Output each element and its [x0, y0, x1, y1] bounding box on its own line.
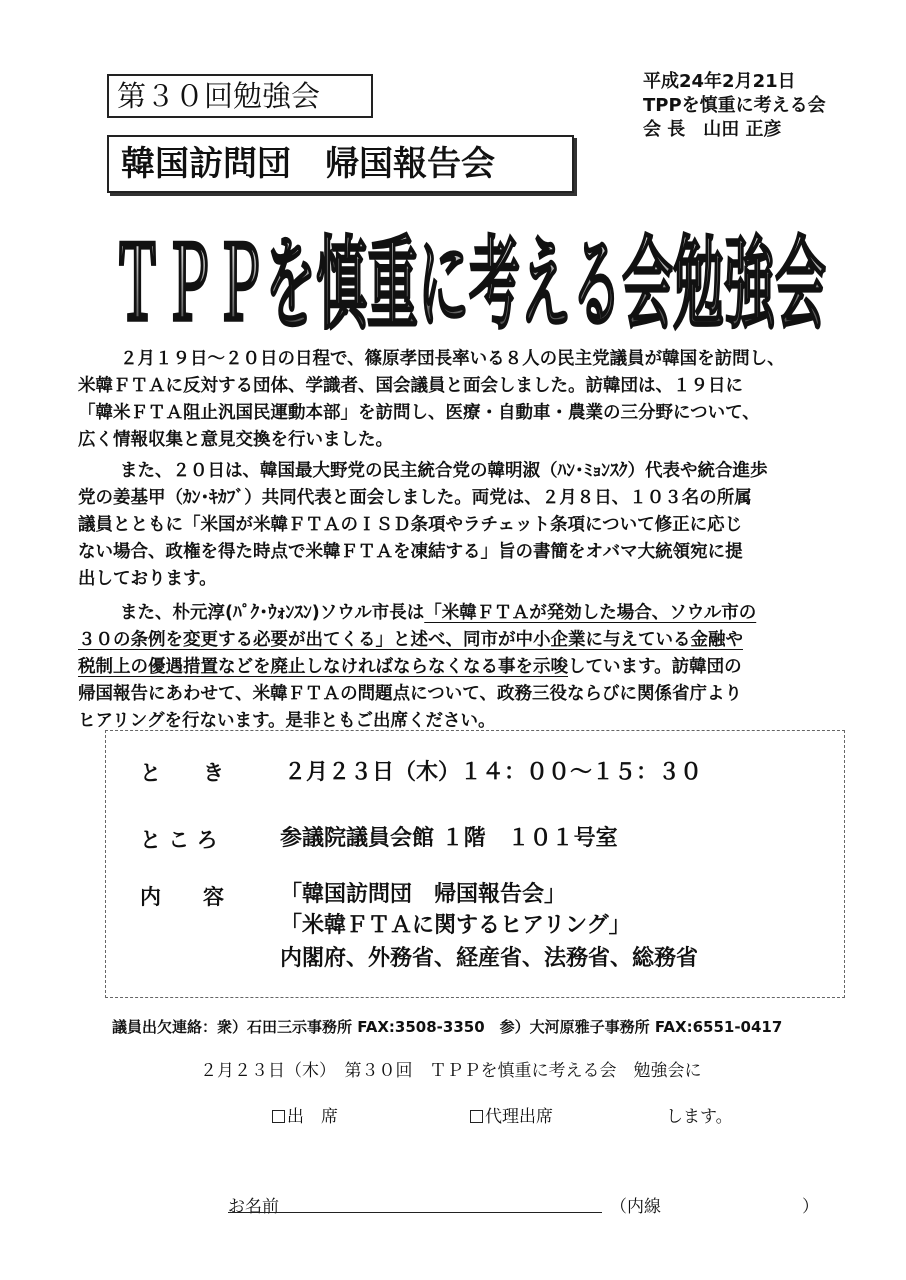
big-title-text: ＴＰＰを慎重に考える会勉強会	[112, 226, 826, 340]
p2-line-5: 出しております。	[78, 569, 217, 589]
ext-open: （内線	[610, 1197, 661, 1217]
session-box: 第３０回勉強会	[107, 74, 373, 118]
p2-line-3: 議員とともに「米国が米韓ＦＴＡのＩＳＤ条項やラチェット条項について修正に応じ	[78, 515, 743, 535]
content-label: 内 容	[140, 885, 224, 909]
where-value: 参議院議員会館 １階 １０１号室	[280, 826, 618, 851]
p3-line-3	[78, 654, 878, 681]
p2-line-4: ない場合、政権を得た時点で米韓ＦＴＡを凍結する」旨の書簡をオバマ大統領宛に提	[78, 542, 743, 562]
contact-line: 議員出欠連絡：衆）石田三示事務所 FAX:3508-3350 参）大河原雅子事務所 FAX:6551-0417	[112, 1018, 783, 1036]
p3-line-4: 帰国報告にあわせて、米韓ＦＴＡの問題点について、政務三役ならびに関係省庁より	[78, 684, 742, 704]
p3-line-1-underlined: 「米韓ＦＴＡが発効した場合、ソウル市の	[424, 603, 757, 623]
p2-line-1: また、２０日は、韓国最大野党の民主統合党の韓明淑（ﾊﾝ･ﾐｮﾝｽｸ）代表や統合進歩	[120, 461, 768, 481]
p3-line-3-post: しています。訪韓団の	[568, 657, 742, 677]
attend-label: 出 席	[287, 1107, 338, 1127]
p1-line-4: 広く情報収集と意見交換を行いました。	[78, 430, 393, 450]
reply-suffix: します。	[666, 1107, 733, 1127]
big-title	[110, 212, 830, 340]
p3-line-5: ヒアリングを行ないます。是非ともご出席ください。	[78, 711, 496, 731]
ext-close: ）	[802, 1197, 819, 1217]
p2-line-2: 党の姜基甲（ｶﾝ･ｷｶﾌﾞ）共同代表と面会しました。両党は、２月８日、１０３名の所属	[78, 488, 752, 508]
p3-line-1	[78, 600, 878, 627]
content-line-3: 内閣府、外務省、経産省、法務省、総務省	[280, 946, 699, 971]
p1-line-2: 米韓ＦＴＡに反対する団体、学識者、国会議員と面会しました。訪韓団は、１９日に	[78, 376, 743, 396]
content-line-1: 「韓国訪問団 帰国報告会」	[280, 882, 567, 907]
header-date: 平成24年2月21日	[643, 71, 796, 92]
header-chair: 会 長 山田 正彦	[643, 119, 782, 140]
p1-line-3: 「韓米ＦＴＡ阻止汎国民運動本部」を訪問し、医療・自動車・農業の三分野について、	[78, 403, 760, 423]
paragraph-2	[78, 458, 878, 593]
attend-checkbox[interactable]	[272, 1110, 285, 1123]
where-label: と こ ろ	[140, 828, 218, 852]
name-field[interactable]	[228, 1212, 602, 1213]
paragraph-1	[78, 346, 878, 454]
paragraph-3	[78, 600, 878, 735]
name-label: お名前	[228, 1197, 279, 1217]
p1-line-1: ２月１９日～２０日の日程で、篠原孝団長率いる８人の民主党議員が韓国を訪問し、	[120, 349, 785, 369]
attend-option[interactable]	[272, 1102, 338, 1127]
proxy-label: 代理出席	[485, 1107, 553, 1127]
reply-line: ２月２３日（木） 第３０回 ＴＰＰを慎重に考える会 勉強会に	[200, 1061, 702, 1081]
when-label: と き	[140, 761, 224, 785]
p3-line-2-underlined: ３０の条例を変更する必要が出てくる」と述べ、同市が中小企業に与えている金融や	[78, 630, 743, 650]
when-value: ２月２３日（木）１４：００～１５：３０	[284, 760, 703, 785]
header-org: TPPを慎重に考える会	[643, 95, 826, 116]
content-line-2: 「米韓ＦＴＡに関するヒアリング」	[280, 913, 631, 938]
proxy-option[interactable]	[470, 1102, 553, 1127]
p3-line-1-pre: また、朴元淳(ﾊﾟｸ･ｳｫﾝｽﾝ)ソウル市長は	[120, 603, 425, 623]
report-box: 韓国訪問団 帰国報告会	[107, 135, 574, 193]
p3-line-3-underlined: 税制上の優遇措置などを廃止しなければならなくなる事を示唆	[78, 657, 568, 677]
proxy-checkbox[interactable]	[470, 1110, 483, 1123]
